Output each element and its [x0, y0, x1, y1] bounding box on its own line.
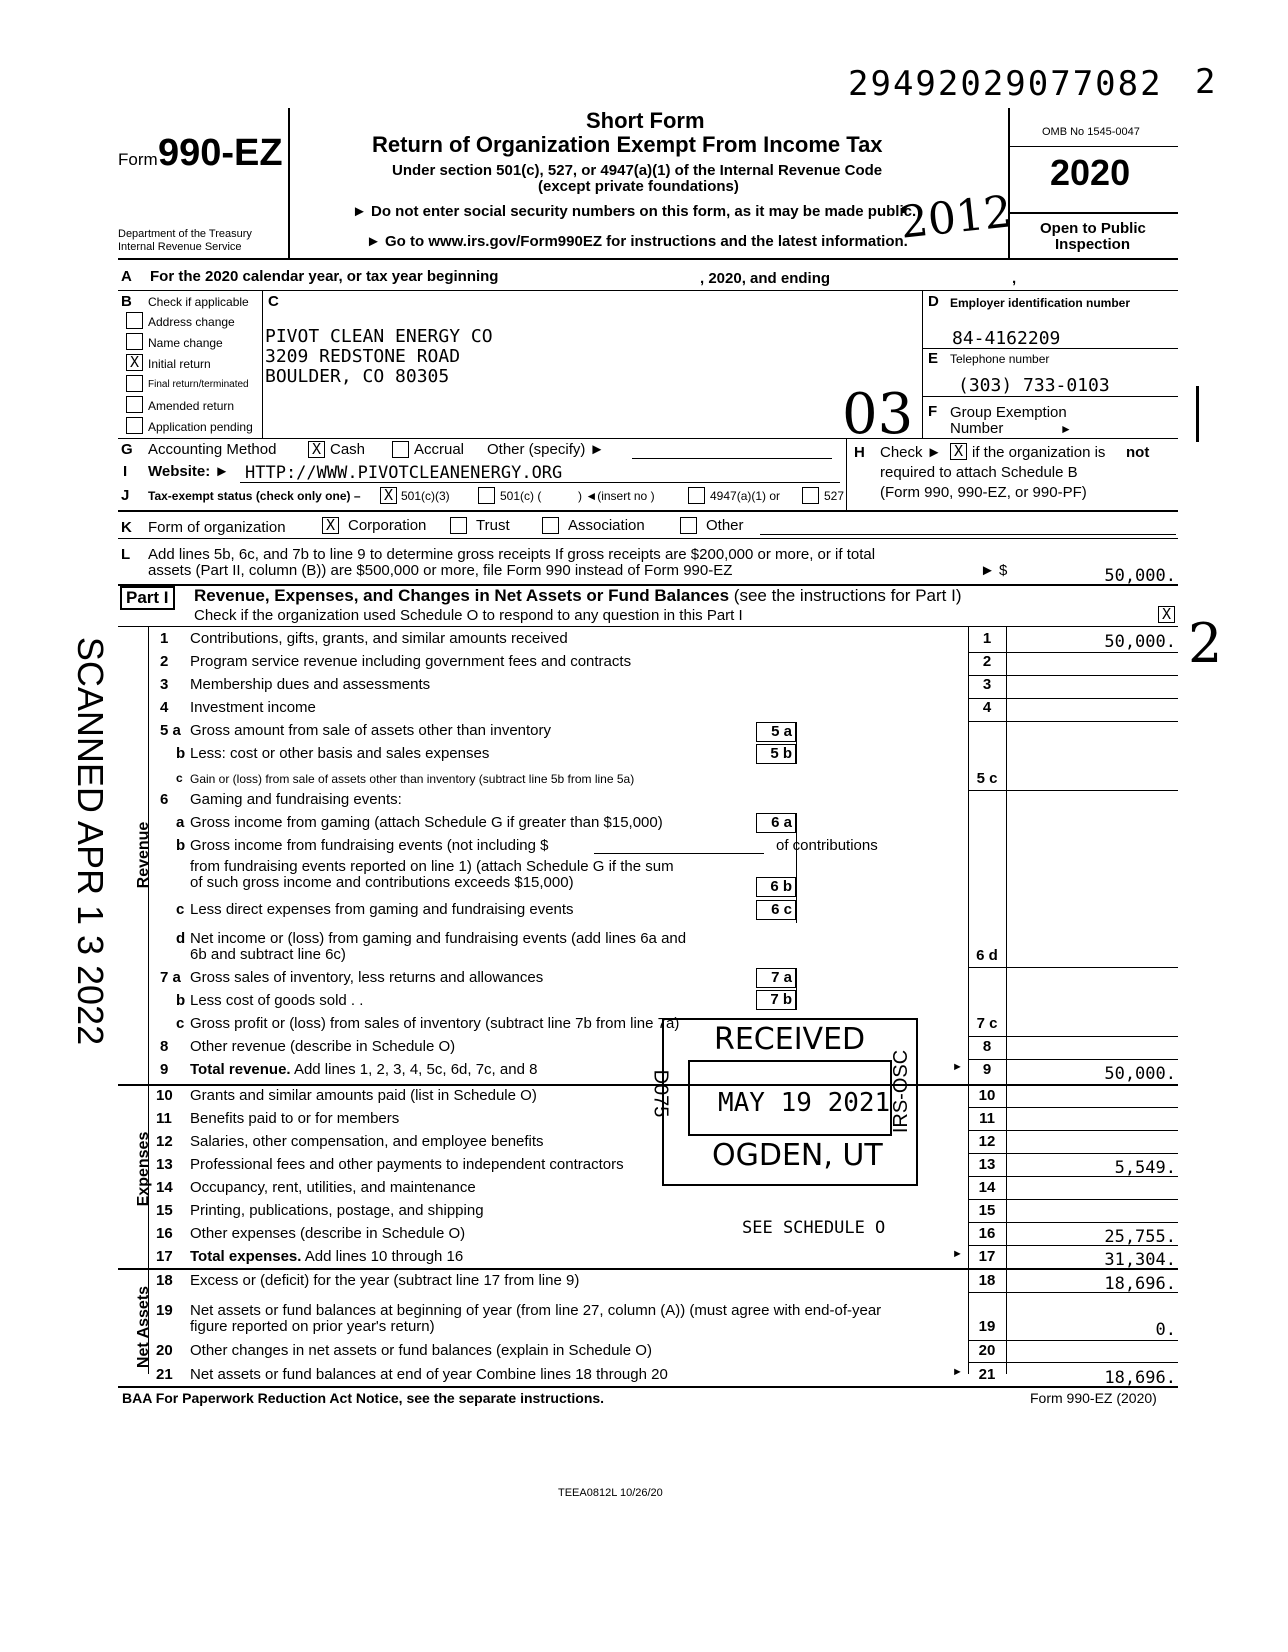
- side-label-revenue: Revenue: [135, 821, 152, 889]
- line-21-ref: 21: [978, 1366, 996, 1383]
- section-b-letter: B: [121, 293, 132, 310]
- line-14-text: Occupancy, rent, utilities, and maintenance: [190, 1179, 476, 1196]
- line-7a-box: 7 a: [756, 968, 796, 988]
- insert-no-label: ) ◄(insert no ): [578, 489, 655, 503]
- line-6-text: Gaming and fundraising events:: [190, 791, 402, 808]
- line-6a-number: a: [176, 814, 185, 831]
- line-9-arrow: ►: [952, 1061, 963, 1073]
- line-13-amount: 5,549.: [1114, 1158, 1176, 1178]
- line-6-number: 6: [160, 791, 169, 808]
- line-9-text-rest: Add lines 1, 2, 3, 4, 5c, 6d, 7c, and 8: [293, 1061, 538, 1078]
- line-10-number: 10: [156, 1087, 173, 1104]
- tax-exempt-label: Tax-exempt status (check only one) –: [148, 489, 361, 503]
- line-6d-number: d: [176, 930, 186, 947]
- side-label-net-assets: Net Assets: [135, 1285, 152, 1369]
- section-j-letter: J: [121, 487, 130, 504]
- line-17-arrow: ►: [952, 1248, 963, 1260]
- line-17-ref: 17: [978, 1248, 996, 1265]
- line-6b-box: 6 b: [756, 877, 796, 897]
- stamp-received-text: RECEIVED: [714, 1022, 866, 1057]
- phone-label: Telephone number: [950, 352, 1050, 366]
- line-7c-number: c: [176, 1015, 185, 1032]
- footer-code: TEEA0812L 10/26/20: [558, 1487, 663, 1499]
- dept-irs: Internal Revenue Service: [118, 241, 242, 253]
- line-14-ref: 14: [978, 1179, 996, 1196]
- line-11-ref: 11: [979, 1110, 995, 1127]
- application-pending-label: Application pending: [148, 420, 253, 434]
- line-5b-box: 5 b: [756, 744, 796, 764]
- line-7a-text: Gross sales of inventory, less returns and allowances: [190, 969, 544, 986]
- line-4-ref: 4: [982, 699, 992, 716]
- line-21-amount: 18,696.: [1104, 1368, 1176, 1388]
- website-url: HTTP://WWW.PIVOTCLEANENERGY.ORG: [245, 463, 563, 483]
- schedule-b-text-2: required to attach Schedule B: [880, 464, 1078, 481]
- section-b-label: Check if applicable: [148, 295, 249, 309]
- line-18-amount: 18,696.: [1104, 1274, 1176, 1294]
- handwritten-2: 2: [1188, 612, 1223, 675]
- section-f-letter: F: [928, 403, 938, 420]
- association-label: Association: [568, 517, 645, 534]
- part1-title: [194, 586, 961, 606]
- accrual-checkbox[interactable]: [392, 441, 409, 458]
- line-19-ref: 19: [978, 1318, 996, 1335]
- schedule-b-not: not: [1126, 444, 1150, 461]
- open-public-line2: Inspection: [1055, 236, 1131, 253]
- line-5c-number: c: [176, 771, 183, 785]
- line-17-text-rest: Add lines 10 through 16: [304, 1248, 464, 1265]
- 4947-label: 4947(a)(1) or: [710, 489, 781, 503]
- part1-title-main: Revenue, Expenses, and Changes in Net Assets or Fund Balances: [194, 586, 730, 605]
- final-return-checkbox[interactable]: [126, 375, 143, 392]
- part1-label: Part I: [120, 586, 175, 610]
- line-16-text: Other expenses (describe in Schedule O): [190, 1225, 466, 1242]
- line-9-amount: 50,000.: [1104, 1064, 1176, 1084]
- address-change-checkbox[interactable]: [126, 312, 143, 329]
- line-13-text: Professional fees and other payments to independent contractors: [190, 1156, 624, 1173]
- line-15-ref: 15: [978, 1202, 996, 1219]
- schedule-b-check-label: Check ►: [880, 444, 942, 461]
- ein-label: Employer identification number: [950, 296, 1131, 310]
- part1-title-suffix: (see the instructions for Part I): [733, 586, 962, 605]
- stamp-city: OGDEN, UT: [712, 1138, 883, 1173]
- line-5c-ref: 5 c: [976, 770, 998, 787]
- short-form-label: Short Form: [586, 108, 705, 133]
- line-18-ref: 18: [978, 1272, 996, 1289]
- stamp-left-code: D075: [649, 1069, 672, 1118]
- corporation-checkbox[interactable]: X: [322, 517, 339, 534]
- 527-checkbox[interactable]: [802, 487, 819, 504]
- line-6c-box: 6 c: [756, 900, 796, 920]
- form-footer-ref: Form 990-EZ (2020): [1030, 1390, 1157, 1406]
- line-6b-text-3: of such gross income and contributions exceeds $15,000): [190, 874, 574, 891]
- 501c-label: 501(c) (: [500, 489, 542, 503]
- other-org-label: Other: [706, 517, 744, 534]
- line-13-number: 13: [156, 1156, 173, 1173]
- line-6d-text: Net income or (loss) from gaming and fundraising events (add lines 6a and: [190, 930, 687, 947]
- line-9-ref: 9: [982, 1061, 992, 1078]
- line-16-amount: 25,755.: [1104, 1227, 1176, 1247]
- phone-value: (303) 733-0103: [958, 375, 1110, 396]
- 501c3-label: 501(c)(3): [401, 489, 450, 503]
- line-21-text: Net assets or fund balances at end of year Combine lines 18 through 20: [190, 1366, 668, 1383]
- line-4-number: 4: [160, 699, 169, 716]
- line-15-number: 15: [156, 1202, 173, 1219]
- line-7b-text: Less cost of goods sold . .: [190, 992, 364, 1009]
- line-4-text: Investment income: [190, 699, 316, 716]
- line-6d-ref: 6 d: [976, 947, 998, 964]
- line-2-text: Program service revenue including government fees and contracts: [190, 653, 632, 670]
- line-9-text-bold: Total revenue.: [190, 1061, 291, 1078]
- handwritten-03: 03: [842, 382, 914, 447]
- irs-link-notice: ► Go to www.irs.gov/Form990EZ for instructions and the latest information.: [366, 233, 908, 250]
- address-change-label: Address change: [148, 315, 235, 329]
- line-20-number: 20: [156, 1342, 173, 1359]
- ssn-notice: ► Do not enter social security numbers on this form, as it may be made public.: [352, 203, 917, 220]
- final-return-label: Final return/terminated: [148, 379, 249, 390]
- section-d-letter: D: [928, 293, 939, 310]
- ein-value: 84-4162209: [952, 328, 1061, 349]
- line-15-text: Printing, publications, postage, and shipping: [190, 1202, 484, 1219]
- line-6b-text-2: from fundraising events reported on line 1) (attach Schedule G if the sum: [190, 858, 674, 875]
- line-3-number: 3: [160, 676, 169, 693]
- schedule-o-checkbox[interactable]: X: [1158, 606, 1175, 623]
- line-3-text: Membership dues and assessments: [190, 676, 431, 693]
- line-17-text: [190, 1248, 463, 1265]
- corporation-label: Corporation: [348, 517, 427, 534]
- line-1-ref: 1: [982, 630, 992, 647]
- omb-number: OMB No 1545-0047: [1042, 126, 1140, 138]
- initial-return-checkbox[interactable]: X: [126, 354, 143, 371]
- line-8-number: 8: [160, 1038, 169, 1055]
- section-e-letter: E: [928, 350, 939, 367]
- form-number: 990-EZ: [158, 132, 283, 174]
- amended-return-label: Amended return: [148, 399, 235, 413]
- gross-receipts-arrow: ► $: [980, 562, 1008, 579]
- line-6d-text-2: 6b and subtract line 6c): [190, 946, 346, 963]
- line-2-ref: 2: [982, 653, 992, 670]
- line-5c-text: Gain or (loss) from sale of assets other than inventory (subtract line 5b from line 5a): [190, 772, 635, 786]
- line-20-ref: 20: [978, 1342, 996, 1359]
- section-a-text: For the 2020 calendar year, or tax year beginning: [150, 268, 499, 285]
- section-i-letter: I: [123, 463, 128, 480]
- org-city: BOULDER, CO 80305: [265, 366, 450, 387]
- line-1-amount: 50,000.: [1104, 632, 1176, 652]
- 527-label: 527: [824, 489, 845, 503]
- form-of-org-label: Form of organization: [148, 519, 286, 536]
- group-exemption-label: Group Exemption: [950, 404, 1067, 421]
- line-16-number: 16: [156, 1225, 173, 1242]
- line-8-text: Other revenue (describe in Schedule O): [190, 1038, 456, 1055]
- line-6b-text-mid: of contributions: [776, 837, 878, 854]
- gross-receipts-text-2: assets (Part II, column (B)) are $500,000 or more, file Form 990 instead of Form 990-EZ: [148, 562, 733, 579]
- line-5b-text: Less: cost or other basis and sales expenses: [190, 745, 490, 762]
- line-12-text: Salaries, other compensation, and employee benefits: [190, 1133, 544, 1150]
- section-k-letter: K: [121, 519, 132, 536]
- line-5b-number: b: [176, 745, 186, 762]
- form-subtitle-2: (except private foundations): [538, 178, 739, 195]
- line-17-number: 17: [156, 1248, 173, 1265]
- line-5a-number: 5 a: [160, 722, 181, 739]
- stamp-date: MAY 19 2021: [718, 1088, 891, 1118]
- section-c-letter: C: [268, 293, 279, 310]
- line-21-number: 21: [156, 1366, 173, 1383]
- line-7c-ref: 7 c: [976, 1015, 998, 1032]
- handwritten-stroke: [1196, 386, 1199, 442]
- line-1-text: Contributions, gifts, grants, and similar amounts received: [190, 630, 568, 647]
- association-checkbox[interactable]: [542, 517, 559, 534]
- 4947-checkbox[interactable]: [688, 487, 705, 504]
- line-19-number: 19: [156, 1302, 173, 1319]
- line-10-ref: 10: [978, 1087, 996, 1104]
- line-12-ref: 12: [978, 1133, 996, 1150]
- line-5a-text: Gross amount from sale of assets other than inventory: [190, 722, 552, 739]
- line-7c-text: Gross profit or (loss) from sales of inventory (subtract line 7b from line 7a): [190, 1015, 680, 1032]
- line-7b-box: 7 b: [756, 990, 796, 1010]
- schedule-b-text-3: (Form 990, 990-EZ, or 990-PF): [880, 484, 1087, 501]
- trust-label: Trust: [476, 517, 510, 534]
- form-word: Form: [118, 150, 158, 169]
- trust-checkbox[interactable]: [450, 517, 467, 534]
- schedule-o-check-text: Check if the organization used Schedule O to respond to any question in this Part I: [194, 607, 743, 624]
- group-exemption-number-label: Number: [950, 420, 1004, 437]
- line-10-text: Grants and similar amounts paid (list in Schedule O): [190, 1087, 537, 1104]
- line-3-ref: 3: [982, 676, 992, 693]
- form-subtitle-1: Under section 501(c), 527, or 4947(a)(1) of the Internal Revenue Code: [392, 162, 883, 179]
- name-change-label: Name change: [148, 336, 223, 350]
- org-name: PIVOT CLEAN ENERGY CO: [265, 326, 493, 347]
- line-18-number: 18: [156, 1272, 173, 1289]
- line-16-note: SEE SCHEDULE O: [742, 1218, 886, 1238]
- line-6c-text: Less direct expenses from gaming and fundraising events: [190, 901, 574, 918]
- accounting-method-label: Accounting Method: [148, 441, 277, 458]
- line-11-text: Benefits paid to or for members: [190, 1110, 400, 1127]
- 501c3-checkbox[interactable]: X: [380, 487, 397, 504]
- schedule-b-text: if the organization is: [972, 444, 1106, 461]
- line-11-number: 11: [156, 1110, 172, 1127]
- gross-receipts-amount: 50,000.: [1104, 566, 1176, 586]
- amended-return-checkbox[interactable]: [126, 396, 143, 413]
- 501c-checkbox[interactable]: [478, 487, 495, 504]
- line-20-text: Other changes in net assets or fund balances (explain in Schedule O): [190, 1342, 652, 1359]
- document-locator-number: 29492029077082: [848, 64, 1163, 104]
- line-5a-box: 5 a: [756, 722, 796, 742]
- line-17-text-bold: Total expenses.: [190, 1248, 302, 1265]
- website-label: Website: ►: [148, 463, 230, 480]
- page-mark: 2: [1195, 62, 1216, 102]
- section-l-letter: L: [121, 546, 131, 563]
- stamp-right-code: IRS-OSC: [890, 1049, 913, 1134]
- schedule-b-checkbox[interactable]: X: [950, 443, 967, 460]
- line-19-amount: 0.: [1155, 1320, 1176, 1340]
- dept-treasury: Department of the Treasury: [118, 228, 252, 240]
- tax-year: 2020: [1050, 152, 1131, 193]
- scanned-stamp: SCANNED APR 1 3 2022: [70, 636, 111, 1046]
- line-21-arrow: ►: [952, 1366, 963, 1378]
- form-title: Return of Organization Exempt From Income Tax: [372, 132, 883, 157]
- line-19-text: Net assets or fund balances at beginning of year (from line 27, column (A)) (must agree with end-of-year: [190, 1302, 882, 1319]
- line-6b-number: b: [176, 837, 186, 854]
- line-9-text: [190, 1061, 537, 1078]
- line-6a-text: Gross income from gaming (attach Schedule G if greater than $15,000): [190, 814, 663, 831]
- line-13-ref: 13: [978, 1156, 996, 1173]
- open-public-line1: Open to Public: [1040, 220, 1146, 237]
- org-address: 3209 REDSTONE ROAD: [265, 346, 461, 367]
- handwritten-2012: 2012: [897, 186, 1015, 249]
- baa-notice: BAA For Paperwork Reduction Act Notice, see the separate instructions.: [122, 1390, 605, 1406]
- side-label-expenses: Expenses: [135, 1131, 152, 1207]
- application-pending-checkbox[interactable]: [126, 417, 143, 434]
- line-19-text-2: figure reported on prior year's return): [190, 1318, 435, 1335]
- accrual-label: Accrual: [414, 441, 465, 458]
- line-18-text: Excess or (deficit) for the year (subtract line 17 from line 9): [190, 1272, 580, 1289]
- line-7a-number: 7 a: [160, 969, 181, 986]
- received-stamp: [649, 1018, 918, 1186]
- line-17-amount: 31,304.: [1104, 1250, 1176, 1270]
- section-a-end: ,: [1012, 270, 1017, 287]
- section-a-letter: A: [121, 268, 132, 285]
- line-12-number: 12: [156, 1133, 173, 1150]
- line-14-number: 14: [156, 1179, 173, 1196]
- gross-receipts-text-1: Add lines 5b, 6c, and 7b to line 9 to determine gross receipts If gross receipts are $200,000 or more, or if total: [148, 546, 876, 563]
- line-6b-text: Gross income from fundraising events (not including $: [190, 837, 549, 854]
- section-a-middle: , 2020, and ending: [700, 270, 831, 287]
- initial-return-label: Initial return: [148, 357, 211, 371]
- line-2-number: 2: [160, 653, 169, 670]
- line-8-ref: 8: [982, 1038, 992, 1055]
- line-16-ref: 16: [978, 1225, 996, 1242]
- line-7b-number: b: [176, 992, 186, 1009]
- section-h-letter: H: [854, 444, 865, 461]
- line-9-number: 9: [160, 1061, 169, 1078]
- line-6c-number: c: [176, 901, 185, 918]
- line-6a-box: 6 a: [756, 813, 796, 833]
- group-exemption-arrow: ►: [1060, 422, 1072, 436]
- section-g-letter: G: [121, 441, 133, 458]
- cash-checkbox[interactable]: X: [308, 441, 325, 458]
- cash-label: Cash: [330, 441, 366, 458]
- line-1-number: 1: [160, 630, 169, 647]
- other-org-checkbox[interactable]: [680, 517, 697, 534]
- name-change-checkbox[interactable]: [126, 333, 143, 350]
- other-method-label: Other (specify) ►: [487, 441, 605, 458]
